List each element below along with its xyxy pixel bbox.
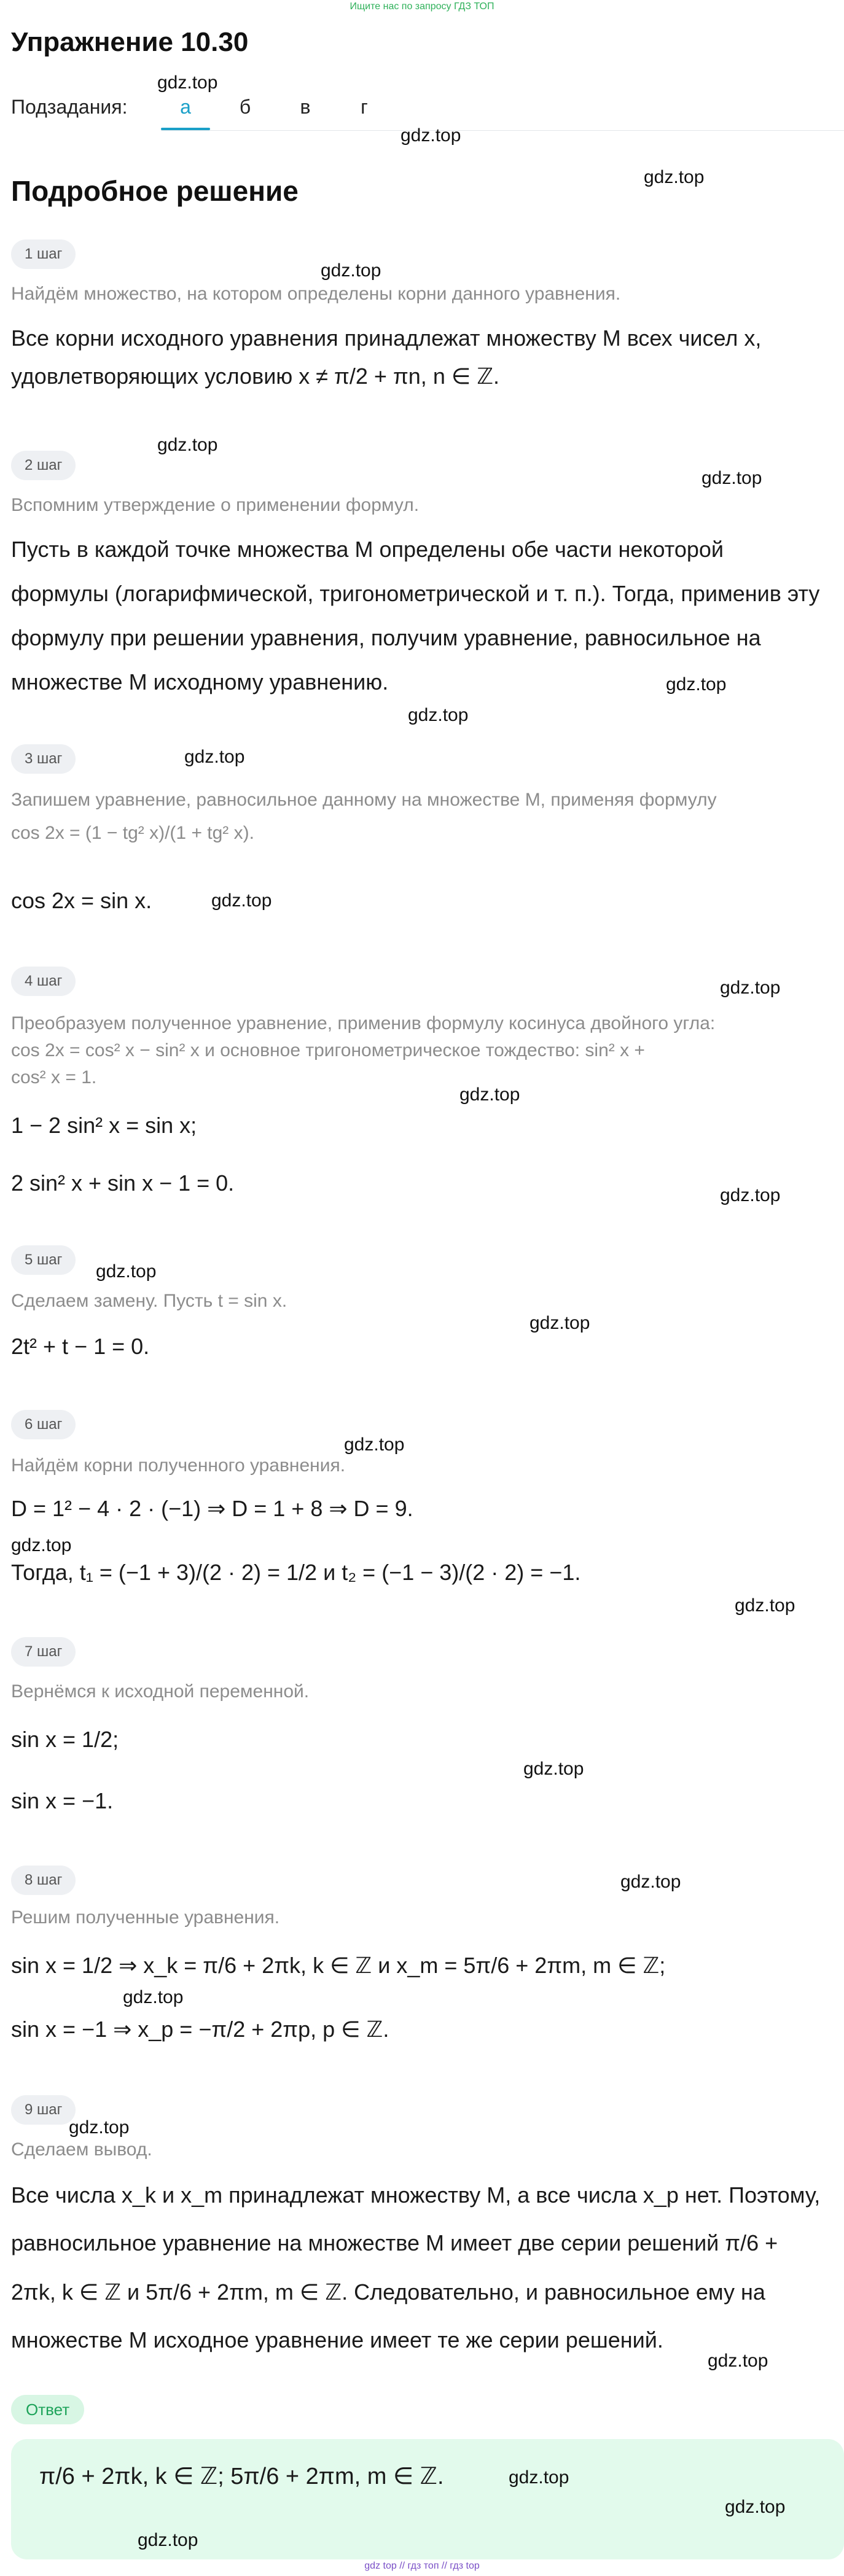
watermark: gdz.top	[701, 468, 762, 488]
watermark: gdz.top	[459, 1084, 520, 1105]
step-line: sin x = −1.	[11, 1788, 114, 1813]
step-line: D = 1² − 4 · 2 · (−1) ⇒ D = 1 + 8 ⇒ D = 9.	[11, 1496, 413, 1521]
step-line: cos 2x = sin x.	[11, 888, 152, 913]
step-description: Вернёмся к исходной переменной.	[11, 1681, 310, 1702]
watermark: gdz.top	[620, 1872, 681, 1892]
step-badge: 6 шаг	[11, 1410, 76, 1439]
tab-g[interactable]: г	[361, 96, 368, 118]
tab-a[interactable]: а	[180, 96, 191, 118]
watermark: gdz.top	[720, 978, 781, 998]
step-line: Все корни исходного уравнения принадлежат множеству M всех чисел x,	[11, 325, 762, 351]
watermark: gdz.top	[529, 1313, 590, 1333]
active-tab-indicator	[161, 128, 210, 130]
tab-v[interactable]: в	[300, 96, 311, 118]
step-line: Тогда, t₁ = (−1 + 3)/(2 · 2) = 1/2 и t₂ = (−1 − 3)/(2 · 2) = −1.	[11, 1560, 581, 1585]
step-description: Сделаем замену. Пусть t = sin x.	[11, 1291, 287, 1311]
watermark: gdz.top	[11, 1535, 72, 1555]
step-line: sin x = −1 ⇒ x_p = −π/2 + 2πp, p ∈ ℤ.	[11, 2017, 389, 2042]
subtasks-label: Подзадания:	[11, 96, 128, 118]
step-badge: 2 шаг	[11, 451, 76, 480]
step-line: множестве M исходное уравнение имеет те же серии решений.	[11, 2327, 663, 2352]
top-note: Ищите нас по запросу ГДЗ ТОП	[350, 1, 494, 12]
page-title: Упражнение 10.30	[11, 27, 249, 57]
footer-links[interactable]: gdz top // гдз топ // гдз top	[364, 2561, 480, 2571]
watermark: gdz.top	[138, 2530, 198, 2550]
step-line: Все числа x_k и x_m принадлежат множеству M, а все числа x_p нет. Поэтому,	[11, 2182, 821, 2208]
step-badge: 5 шаг	[11, 1245, 76, 1275]
watermark: gdz.top	[666, 674, 727, 695]
watermark: gdz.top	[69, 2117, 130, 2138]
watermark: gdz.top	[184, 747, 245, 767]
step-description: Найдём корни полученного уравнения.	[11, 1455, 346, 1476]
step-line: sin x = 1/2 ⇒ x_k = π/6 + 2πk, k ∈ ℤ и x_m = 5π/6 + 2πm, m ∈ ℤ;	[11, 1953, 666, 1978]
step-description: Сделаем вывод.	[11, 2139, 152, 2160]
step-badge: 3 шаг	[11, 744, 76, 774]
step-line: формулу при решении уравнения, получим уравнение, равносильное на	[11, 625, 761, 650]
step-description-line-3: cos² x = 1.	[11, 1067, 97, 1088]
step-line: формулы (логарифмической, тригонометрической и т. п.). Тогда, применив эту	[11, 581, 820, 606]
watermark: gdz.top	[725, 2497, 786, 2517]
step-description: Преобразуем полученное уравнение, применив формулу косинуса двойного угла:	[11, 1013, 716, 1033]
step-line: множестве M исходному уравнению.	[11, 669, 389, 695]
answer-box	[11, 2439, 844, 2559]
step-badge: 4 шаг	[11, 967, 76, 996]
step-line: равносильное уравнение на множестве M имеет две серии решений π/6 +	[11, 2230, 778, 2255]
answer-badge: Ответ	[11, 2395, 84, 2424]
section-title: Подробное решение	[11, 175, 299, 207]
step-badge: 1 шаг	[11, 239, 76, 269]
tab-b[interactable]: б	[239, 96, 251, 118]
watermark: gdz.top	[96, 1261, 157, 1282]
watermark: gdz.top	[708, 2351, 768, 2371]
step-line: 1 − 2 sin² x = sin x;	[11, 1113, 197, 1138]
watermark: gdz.top	[735, 1595, 795, 1616]
step-description: Решим полученные уравнения.	[11, 1907, 280, 1928]
step-description: Вспомним утверждение о применении формул.	[11, 495, 420, 515]
watermark: gdz.top	[123, 1987, 184, 2007]
watermark: gdz.top	[644, 167, 705, 187]
watermark: gdz.top	[401, 125, 461, 146]
step-formula: cos 2x = (1 − tg² x)/(1 + tg² x).	[11, 823, 254, 843]
watermark: gdz.top	[321, 260, 381, 281]
step-line: sin x = 1/2;	[11, 1727, 119, 1752]
step-line: Пусть в каждой точке множества M определены обе части некоторой	[11, 537, 724, 562]
step-description: Запишем уравнение, равносильное данному на множестве M, применяя формулу	[11, 790, 717, 810]
watermark: gdz.top	[157, 435, 218, 455]
step-description-line-2: cos 2x = cos² x − sin² x и основное тригонометрическое тождество: sin² x +	[11, 1040, 645, 1060]
watermark: gdz.top	[408, 705, 469, 725]
step-line: удовлетворяющих условию x ≠ π/2 + πn, n ∈ ℤ.	[11, 364, 500, 389]
tabs-divider	[161, 130, 844, 131]
step-badge: 9 шаг	[11, 2095, 76, 2125]
watermark: gdz.top	[523, 1759, 584, 1779]
step-badge: 7 шаг	[11, 1637, 76, 1667]
watermark: gdz.top	[344, 1434, 405, 1455]
step-description: Найдём множество, на котором определены корни данного уравнения.	[11, 284, 621, 304]
step-line: 2 sin² x + sin x − 1 = 0.	[11, 1170, 235, 1196]
watermark: gdz.top	[720, 1185, 781, 1205]
watermark: gdz.top	[509, 2467, 569, 2488]
step-line: 2πk, k ∈ ℤ и 5π/6 + 2πm, m ∈ ℤ. Следовательно, и равносильное ему на	[11, 2279, 765, 2305]
step-line: 2t² + t − 1 = 0.	[11, 1334, 150, 1359]
watermark: gdz.top	[157, 72, 218, 93]
watermark: gdz.top	[211, 890, 272, 911]
answer-text: π/6 + 2πk, k ∈ ℤ; 5π/6 + 2πm, m ∈ ℤ.	[39, 2464, 444, 2489]
step-badge: 8 шаг	[11, 1866, 76, 1895]
